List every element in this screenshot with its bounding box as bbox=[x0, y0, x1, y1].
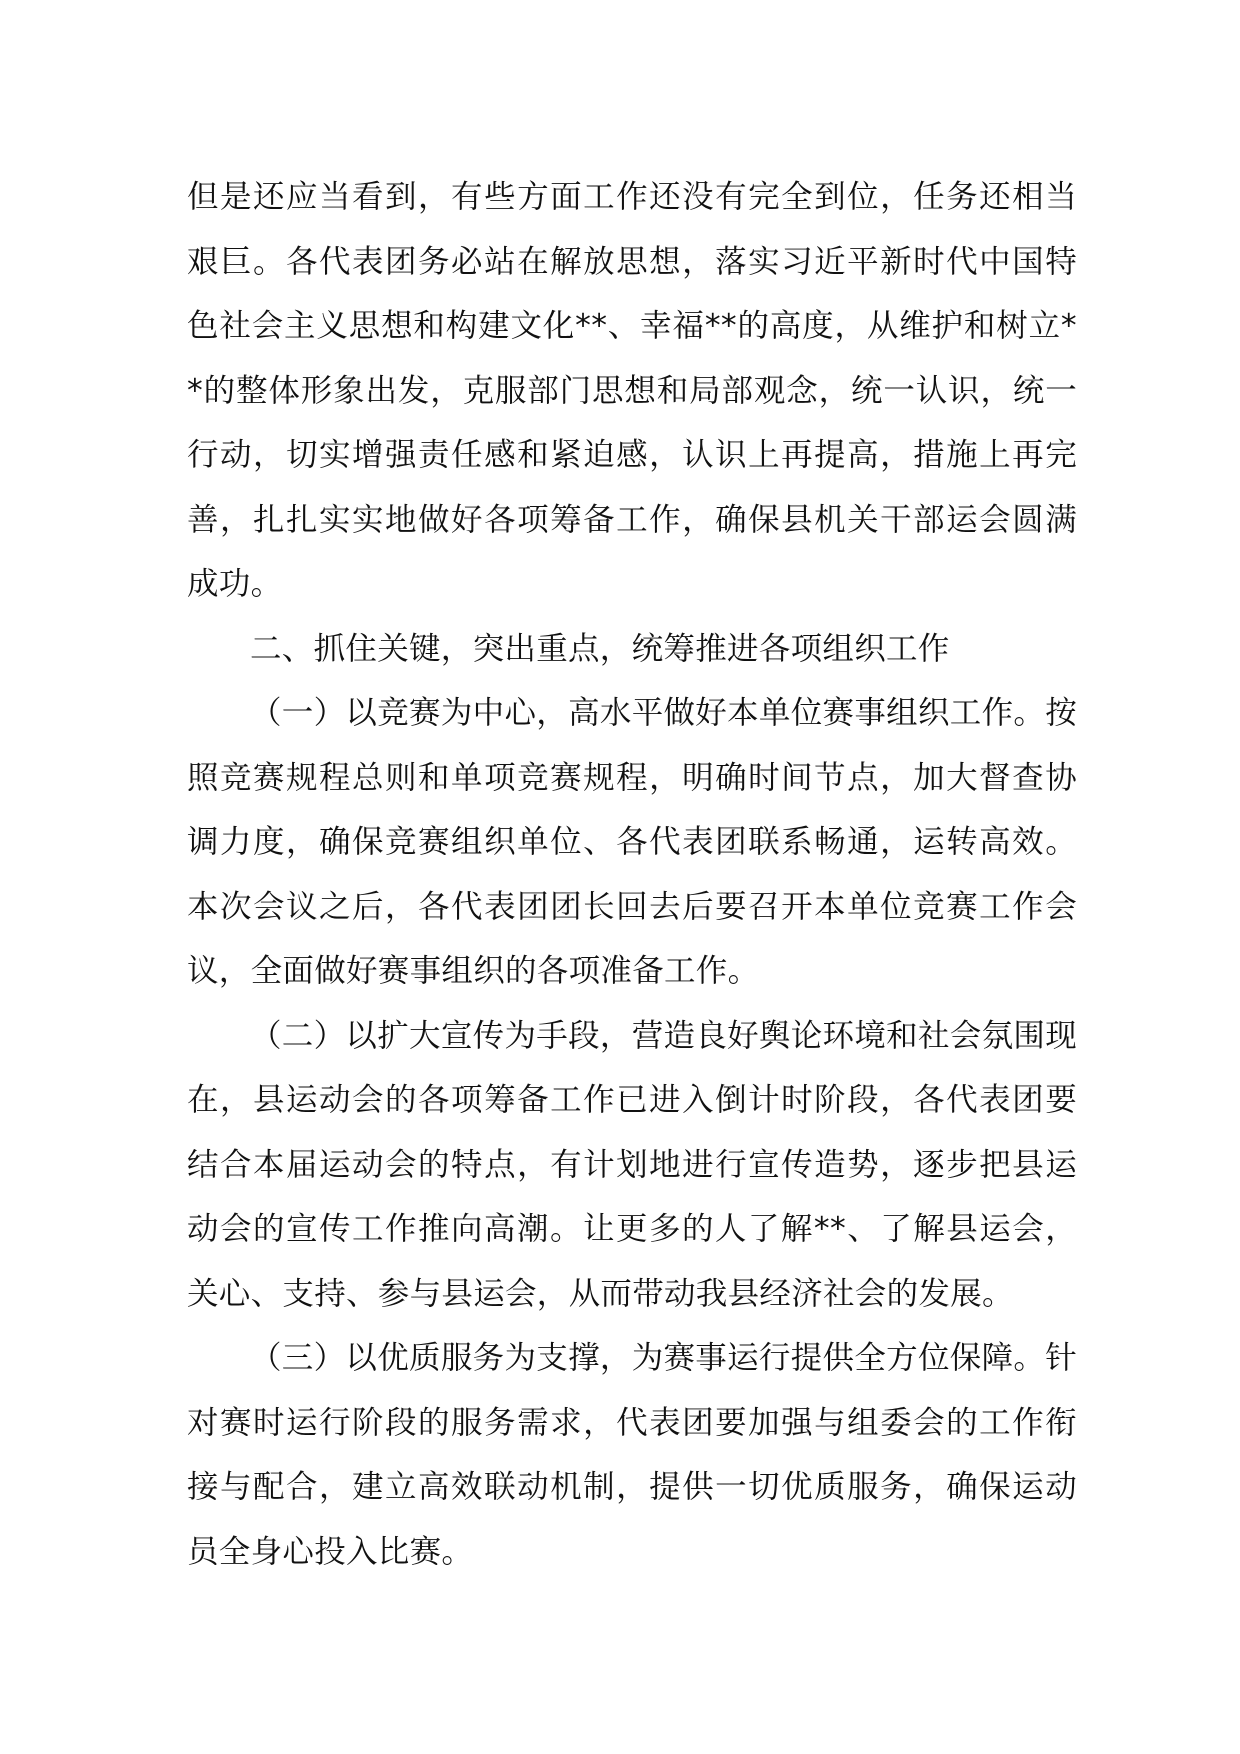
paragraph-item-three: （三）以优质服务为支撑，为赛事运行提供全方位保障。针对赛时运行阶段的服务需求，代表团要加强与组委会的工作衔接与配合，建立高效联动机制，提供一切优质服务，确保运动员全身心投入比赛。 bbox=[187, 1340, 1077, 1570]
document-body bbox=[187, 165, 1077, 1584]
paragraph-continuation: 但是还应当看到，有些方面工作还没有完全到位，任务还相当艰巨。各代表团务必站在解放思想，落实习近平新时代中国特色社会主义思想和构建文化**、幸福**的高度，从维护和树立**的整体形象出发，克服部门思想和局部观念，统一认识，统一行动，切实增强责任感和紧迫感，认识上再提高，措施上再完善，扎扎实实地做好各项筹备工作，确保县机关干部运会圆满成功。 bbox=[187, 179, 1077, 602]
paragraph-item-two: （二）以扩大宣传为手段，营造良好舆论环境和社会氛围现在，县运动会的各项筹备工作已进入倒计时阶段，各代表团要结合本届运动会的特点，有计划地进行宣传造势，逐步把县运动会的宣传工作推向高潮。让更多的人了解**、了解县运会，关心、支持、参与县运会，从而带动我县经济社会的发展。 bbox=[187, 1017, 1077, 1312]
section-heading-two: 二、抓住关键，突出重点，统筹推进各项组织工作 bbox=[250, 630, 950, 667]
paragraph-item-one: （一）以竞赛为中心，高水平做好本单位赛事组织工作。按照竞赛规程总则和单项竞赛规程，明确时间节点，加大督查协调力度，确保竞赛组织单位、各代表团联系畅通，运转高效。本次会议之后，各代表团团长回去后要召开本单位竞赛工作会议，全面做好赛事组织的各项准备工作。 bbox=[187, 695, 1077, 989]
